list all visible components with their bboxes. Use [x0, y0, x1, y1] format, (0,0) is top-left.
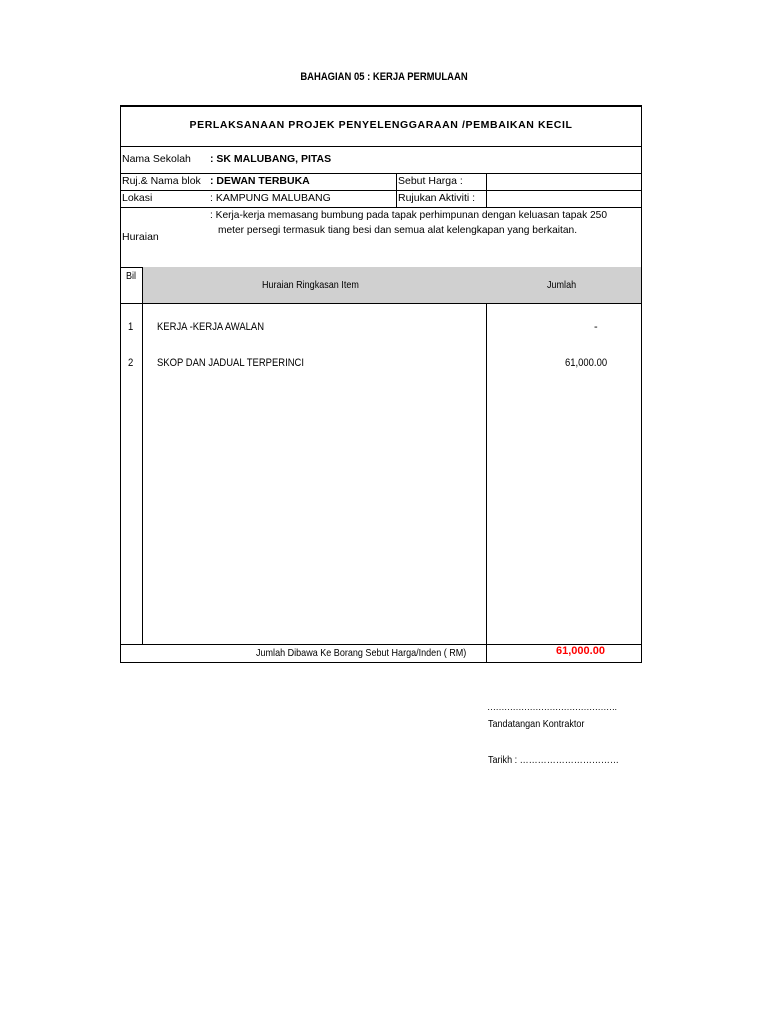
- huraian-line-2: meter persegi termasuk tiang besi dan semua alat kelengkapan yang berkaitan.: [218, 225, 578, 236]
- column-header-bil: Bil: [126, 270, 137, 282]
- row-amount: 61,000.00: [565, 357, 608, 369]
- row-description: SKOP DAN JADUAL TERPERINCI: [157, 357, 305, 369]
- total-value: 61,000.00: [556, 645, 605, 657]
- row-amount: -: [594, 321, 598, 333]
- lokasi-value: : KAMPUNG MALUBANG: [210, 192, 331, 204]
- column-header-huraian: Huraian Ringkasan Item: [262, 279, 359, 291]
- lokasi-label: Lokasi: [122, 192, 153, 204]
- row-description: KERJA -KERJA AWALAN: [157, 321, 265, 333]
- row-bil: 1: [128, 321, 134, 333]
- ruj-label: Ruj.& Nama blok: [122, 175, 201, 187]
- sebut-harga-label: Sebut Harga :: [398, 175, 463, 187]
- rujukan-aktiviti-label: Rujukan Aktiviti :: [398, 192, 476, 204]
- form-heading: PERLAKSANAAN PROJEK PENYELENGGARAAN /PEMBAIKAN KECIL: [189, 119, 573, 131]
- nama-sekolah-value: : SK MALUBANG, PITAS: [210, 153, 332, 165]
- signature-line: ……………………………………….: [487, 702, 617, 712]
- huraian-label: Huraian: [122, 231, 159, 243]
- signature-label: Tandatangan Kontraktor: [488, 718, 585, 730]
- total-label: Jumlah Dibawa Ke Borang Sebut Harga/Inden ( RM): [256, 647, 467, 659]
- date-line: Tarikh : ……………………………: [488, 754, 619, 766]
- ruj-value: : DEWAN TERBUKA: [210, 175, 310, 187]
- nama-sekolah-label: Nama Sekolah: [122, 153, 191, 165]
- huraian-line-1: : Kerja-kerja memasang bumbung pada tapak perhimpunan dengan keluasan tapak 250: [210, 210, 608, 221]
- page-title: BAHAGIAN 05 : KERJA PERMULAAN: [300, 71, 468, 83]
- row-bil: 2: [128, 357, 134, 369]
- column-header-jumlah: Jumlah: [547, 279, 577, 291]
